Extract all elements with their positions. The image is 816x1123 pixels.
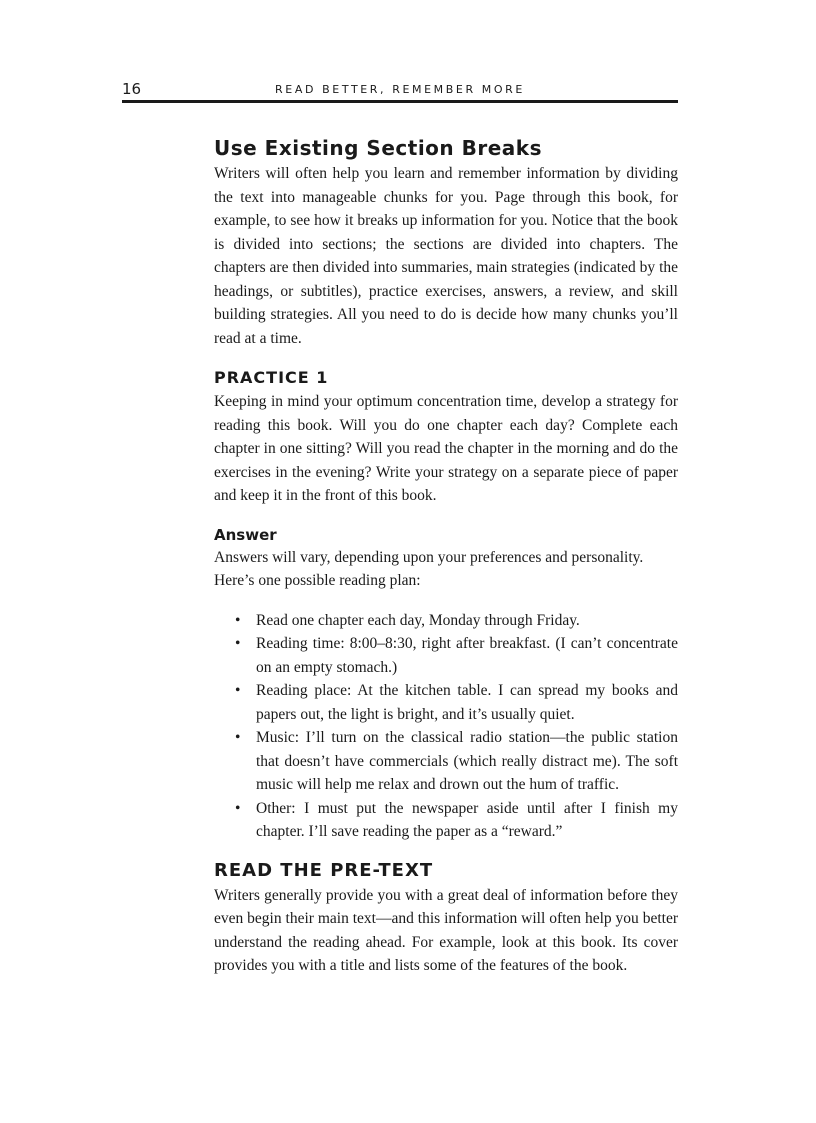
running-header — [122, 80, 678, 100]
list-item: • Music: I’ll turn on the classical radio station—the public station that doesn’t have commercials (which really distract me). The soft music will help me relax and drown out the hum of traffic. — [256, 726, 678, 797]
page-number: 16 — [122, 80, 142, 98]
section-heading-pre-text: READ THE PRE-TEXT — [214, 859, 434, 881]
running-title: READ BETTER, REMEMBER MORE — [275, 83, 525, 96]
section-heading-existing-breaks: Use Existing Section Breaks — [214, 136, 542, 160]
answer-intro: Answers will vary, depending upon your preferences and personality. Here’s one possible reading plan: — [214, 548, 644, 589]
reading-plan-list — [214, 609, 678, 844]
practice-heading: PRACTICE 1 — [214, 368, 329, 387]
list-item: • Read one chapter each day, Monday through Friday. — [256, 609, 678, 633]
list-item: • Reading place: At the kitchen table. I can spread my books and papers out, the light is bright, and it’s usually quiet. — [256, 679, 678, 726]
list-item: • Other: I must put the newspaper aside until after I finish my chapter. I’ll save reading the paper as a “reward.” — [256, 797, 678, 844]
header-rule — [122, 100, 678, 103]
practice-paragraph: Keeping in mind your optimum concentration time, develop a strategy for reading this book. Will you do one chapter each day? Complete each chapter in one sitting? Will you read the chapter in the morning and do the exercises in the evening? Write your strategy on a separate piece of paper and keep it in the front of this book. — [214, 393, 678, 504]
list-item: • Reading time: 8:00–8:30, right after breakfast. (I can’t concentrate on an empty stomach.) — [256, 632, 678, 679]
section-paragraph-pre-text: Writers generally provide you with a great deal of information before they even begin their main text—and this information will often help you better understand the reading ahead. For example, look at this book. Its cover provides you with a title and lists some of the features of the book. — [214, 886, 678, 974]
section-paragraph-existing-breaks: Writers will often help you learn and remember information by dividing the text into manageable chunks for you. Page through this book, for example, to see how it breaks up information for you. Notice that the book is divided into sections; the sections are divided into chapters. The chapters are then divided into summaries, main strategies (indicated by the headings, or subtitles), practice exercises, answers, a review, and skill building strategies. All you need to do is decide how many chunks you’ll read at a time. — [214, 165, 678, 347]
page-content — [214, 134, 678, 978]
answer-heading: Answer — [214, 525, 277, 544]
